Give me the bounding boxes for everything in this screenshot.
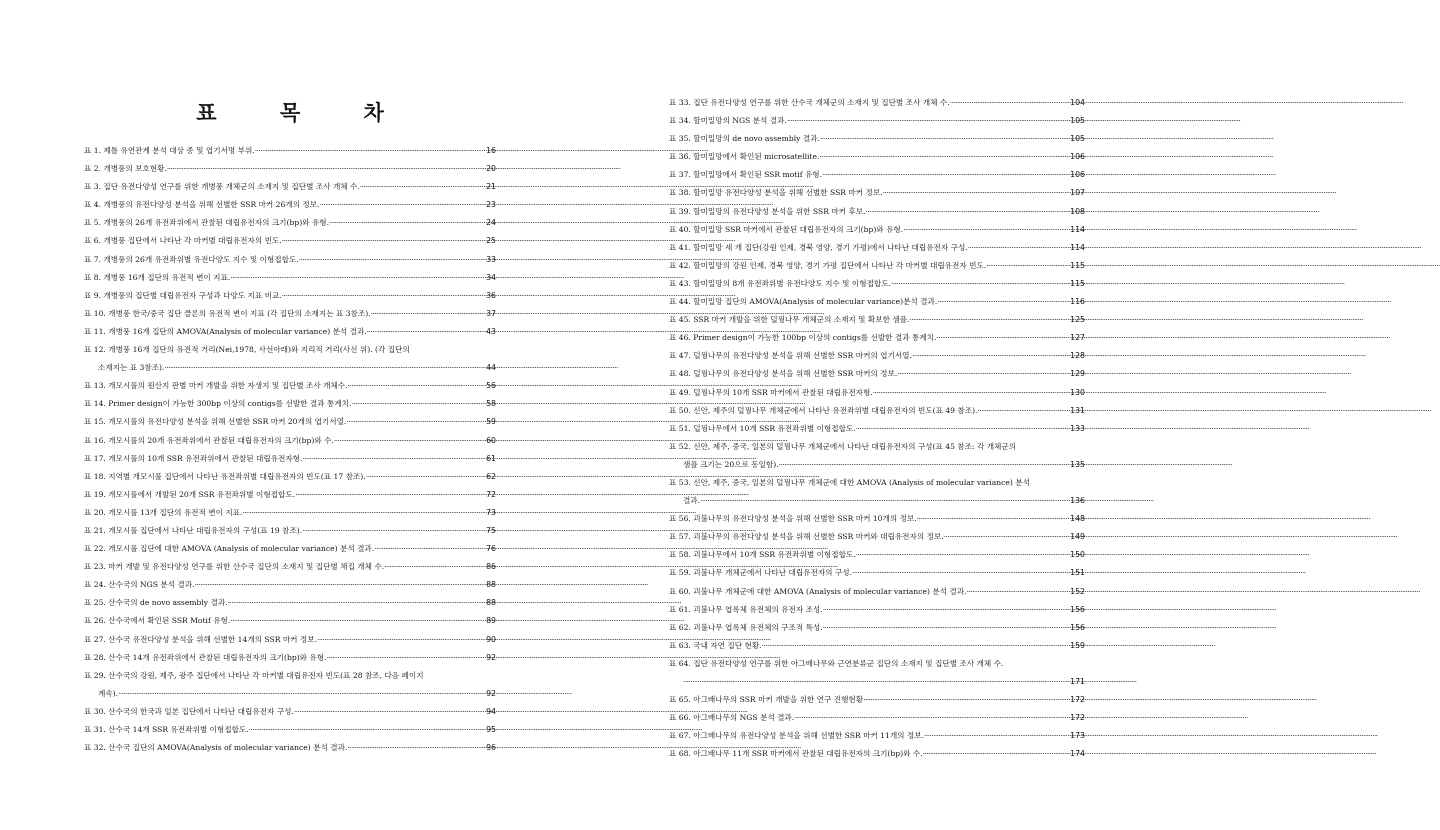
dot-leader	[367, 323, 483, 341]
toc-entry-label: 표 46. Primer design이 가능한 100bp 이상의 contigs를 선발한 결과 통계치.	[669, 333, 937, 343]
dot-leader	[347, 739, 483, 757]
dot-leader	[986, 257, 1067, 275]
toc-entry-label: 표 18. 지역별 개모시풀 집단에서 나타난 유전좌위별 대립유전자의 빈도(표 17 참조).	[84, 471, 366, 481]
toc-entry	[669, 293, 1085, 311]
toc-entry	[669, 583, 1085, 601]
dot-leader	[118, 685, 483, 703]
toc-entry-label: 표 3. 집단 유전다양성 연구를 위한 개병풍 개체군의 소재지 및 집단별 조사 개체 수.	[84, 182, 360, 192]
toc-entry-label: 표 39. 할미밀망의 유전다양성 분석을 위한 SSR 마커 후보.	[669, 206, 866, 216]
toc-entry	[669, 112, 1085, 130]
toc-entry	[84, 413, 496, 431]
toc-entry	[84, 540, 496, 558]
toc-entry-label: 표 32. 산수국 집단의 AMOVA(Analysis of molecular variance) 분석 결과.	[84, 743, 348, 753]
toc-page-number: 73	[486, 507, 496, 517]
toc-page-number: 43	[486, 326, 496, 336]
toc-entry-label: 표 59. 괴불나무 개체군에서 나타난 대립유전자의 구성.	[669, 568, 853, 578]
toc-entry-label: 표 53. 신안, 제주, 중국, 일본의 덜꿩나무 개체군에 대한 AMOVA (Analysis of molecular variance) 분석	[669, 477, 1030, 487]
toc-entry-label: 표 60. 괴불나무 개체군에 대한 AMOVA (Analysis of molecular variance) 분석 결과.	[669, 586, 967, 596]
dot-leader	[282, 232, 483, 250]
toc-page-number: 16	[486, 146, 496, 155]
toc-page-number: 171	[1070, 677, 1085, 686]
toc-entry-label: 표 21. 개모시풀 집단에서 나타난 대립유전자의 구성(표 19 참조).	[84, 525, 303, 535]
dot-leader	[242, 504, 483, 522]
toc-page-number: 125	[1070, 315, 1085, 325]
toc-page-number: 116	[1070, 297, 1085, 307]
toc-entry	[84, 522, 496, 540]
toc-entry-label: 표 15. 개모시풀의 유전다양성 분석을 위해 선별한 SSR 마커 20개의 엽기서열.	[84, 417, 347, 427]
dot-leader	[230, 612, 483, 630]
toc-entry	[669, 347, 1085, 365]
dot-leader	[282, 287, 483, 305]
toc-entry	[84, 703, 496, 721]
toc-entry	[669, 203, 1085, 221]
toc-entry-label: 표 57. 괴불나무의 유전다양성 분석을 위해 선별한 SSR 마커와 대립유전자의 정보.	[669, 532, 944, 542]
dot-leader	[374, 540, 483, 558]
toc-entry-label: 표 63. 국내 자연 집단 현황.	[669, 640, 762, 650]
toc-entry	[669, 438, 1085, 474]
toc-page-number: 86	[486, 562, 496, 572]
toc-entry	[84, 594, 496, 612]
toc-entry-label: 표 52. 신안, 제주, 중국, 일본의 덜꿩나무 개체군에서 나타난 대립유전자의 구성(표 45 참조: 각 개체군의	[669, 441, 1017, 451]
toc-entry	[669, 709, 1085, 727]
dot-leader	[195, 576, 484, 594]
toc-page-number: 174	[1070, 749, 1085, 759]
dot-leader	[351, 395, 483, 413]
dot-leader	[348, 377, 484, 395]
toc-entry-label-continued: 계속).	[98, 688, 119, 698]
toc-entry-label: 표 41. 할미밀망 세 개 집단(강원 인제, 경북 영양, 경기 가평)에서 나타난 대립유전자 구성.	[669, 242, 968, 252]
toc-entry	[84, 196, 496, 214]
toc-entry-label: 표 37. 할미밀망에서 확인된 SSR motif 유형.	[669, 170, 823, 180]
toc-entry-label: 표 42. 할미밀망의 강원 인제, 경북 영양, 경기 가평 집단에서 나타난 각 마커별 대립유전자 빈도.	[669, 260, 987, 270]
dot-leader	[384, 558, 483, 576]
toc-entry-label: 표 22. 개모시풀 집단에 대한 AMOVA (Analysis of molecular variance) 분석 결과.	[84, 544, 375, 554]
toc-entry	[84, 377, 496, 395]
toc-entry	[84, 323, 496, 341]
toc-entry	[84, 178, 496, 196]
dot-leader	[329, 214, 483, 232]
toc-page-number: 37	[486, 308, 496, 318]
toc-entry	[669, 510, 1085, 528]
toc-entry-label: 표 65. 아그배나무의 SSR 마커 개발을 위한 연구 진행현황	[669, 695, 864, 705]
toc-entry	[669, 420, 1085, 438]
toc-entry	[669, 221, 1085, 239]
toc-page-number: 24	[486, 218, 496, 228]
toc-entry-label: 표 61. 괴불나무 엽록체 유전체의 유전자 조성.	[669, 604, 823, 614]
toc-entry	[669, 564, 1085, 582]
toc-page-number: 23	[486, 200, 496, 210]
dot-leader	[944, 528, 1067, 546]
toc-page-number: 25	[486, 236, 496, 246]
toc-entry	[669, 239, 1085, 257]
toc-page-number: 173	[1070, 731, 1085, 741]
dot-leader	[856, 420, 1067, 438]
dot-leader	[822, 166, 1067, 184]
dot-leader	[912, 347, 1067, 365]
dot-leader	[883, 184, 1068, 202]
toc-entry-label: 표 23. 마커 개발 및 유전다양성 연구를 위한 산수국 집단의 소재지 및 집단별 채집 개체 수.	[84, 562, 385, 572]
toc-entry	[669, 257, 1085, 275]
toc-page-number: 88	[486, 580, 496, 590]
toc-entry-label: 표 29. 산수국의 강원, 제주, 광주 집단에서 나타난 각 마커별 대립유전자 빈도(표 28 참조, 다음 페이지	[84, 670, 424, 680]
toc-page-number: 61	[486, 453, 496, 463]
toc-entry	[84, 214, 496, 232]
toc-entry	[84, 269, 496, 287]
toc-page-number: 20	[486, 164, 496, 174]
toc-entry-label: 표 27. 산수국 유전다양성 분석을 위해 선별한 14개의 SSR 마커 정보.	[84, 634, 317, 644]
toc-entry-label: 표 56. 괴불나무의 유전다양성 분석을 위해 선별한 SSR 마커 10개의 정보.	[669, 514, 917, 524]
toc-entry	[669, 184, 1085, 202]
toc-entry	[84, 558, 496, 576]
dot-leader	[873, 384, 1067, 402]
toc-entry-label: 표 34. 할미밀망의 NGS 분석 결과.	[669, 116, 787, 126]
toc-page-number: 89	[486, 616, 496, 626]
toc-page-number: 105	[1070, 134, 1085, 144]
toc-entry-label: 표 16. 개모시풀의 20개 유전좌위에서 관찰된 대립유전자의 크기(bp)와 수.	[84, 435, 334, 445]
dot-leader	[903, 221, 1067, 239]
toc-entry-label: 표 31. 산수국 14개 SSR 유전좌위별 이형접합도.	[84, 725, 249, 734]
toc-page-number: 115	[1070, 278, 1085, 288]
dot-leader	[249, 721, 483, 739]
toc-entry	[669, 311, 1085, 329]
dot-leader	[823, 601, 1067, 619]
toc-page-number: 88	[486, 598, 496, 608]
toc-page-number: 148	[1070, 514, 1085, 524]
dot-leader	[371, 305, 483, 323]
toc-entry-label: 표 64. 집단 유전다양성 연구를 위한 아그배나무와 근연분류군 집단의 소재지 및 집단별 조사 개체 수.	[669, 658, 1004, 668]
toc-entry-label: 표 4. 개병풍의 유전다양성 분석을 위해 선별한 SSR 마커 26개의 정보.	[84, 200, 320, 210]
toc-page-number: 75	[486, 525, 496, 535]
toc-entry-label: 표 43. 할미밀망의 8개 유전좌위별 유전다양도 지수 및 이형접합도.	[669, 278, 892, 288]
table-of-contents-left	[84, 142, 496, 757]
dot-leader	[167, 160, 483, 178]
toc-entry	[84, 631, 496, 649]
toc-entry	[84, 667, 496, 703]
toc-entry-label: 표 1. 제틀 유연관계 분석 대상 종 및 엽기서명 부위.	[84, 146, 255, 155]
toc-page-number: 94	[486, 706, 496, 716]
toc-entry	[84, 468, 496, 486]
dot-leader	[891, 275, 1067, 293]
dot-leader	[779, 456, 1067, 474]
toc-page-number: 33	[486, 254, 496, 264]
dot-leader	[360, 178, 483, 196]
toc-page-number: 76	[486, 544, 496, 554]
toc-entry	[669, 745, 1085, 763]
toc-page-number: 92	[486, 688, 496, 698]
toc-entry	[669, 691, 1085, 709]
toc-entry-label: 표 12. 개병풍 16개 집단의 유전적 거리(Nei,1978, 사선아래)와 지리적 거리(사선 위). (각 집단의	[84, 345, 410, 355]
toc-page-number: 44	[486, 363, 496, 373]
toc-entry	[84, 576, 496, 594]
toc-entry-label: 표 58. 괴불나무에서 10개 SSR 유전좌위별 이형접합도.	[669, 550, 856, 560]
toc-entry	[669, 384, 1085, 402]
toc-entry-label: 표 35. 할미밀망의 de novo assembly 결과.	[669, 134, 820, 144]
dot-leader	[320, 196, 484, 214]
dot-leader	[977, 402, 1067, 420]
toc-page-number: 60	[486, 435, 496, 445]
dot-leader	[937, 293, 1067, 311]
toc-entry-label: 표 30. 산수국의 한국과 일본 집단에서 나타난 대립유전자 구성.	[84, 706, 294, 716]
toc-page-number: 156	[1070, 604, 1085, 614]
dot-leader	[317, 631, 483, 649]
dot-leader	[924, 727, 1067, 745]
toc-entry	[84, 721, 496, 739]
dot-leader	[302, 450, 483, 468]
toc-entry-label: 표 10. 개병풍 한국/중국 집단 클론의 유전적 변이 지표 (각 집단의 소재지는 표 3참조).	[84, 308, 371, 318]
dot-leader	[863, 691, 1067, 709]
toc-entry-label: 표 66. 아그배나무의 NGS 분석 결과.	[669, 713, 795, 723]
dot-leader	[950, 94, 1068, 112]
toc-page-number: 72	[486, 489, 496, 499]
toc-page-number: 90	[486, 634, 496, 644]
toc-entry-label: 표 25. 산수국의 de novo assembly 결과.	[84, 598, 228, 608]
toc-entry	[669, 546, 1085, 564]
table-of-contents-right	[669, 94, 1085, 763]
toc-page-number: 135	[1070, 459, 1085, 469]
toc-entry	[84, 251, 496, 269]
dot-leader	[366, 468, 483, 486]
toc-entry-label: 표 33. 집단 유전다양성 연구를 위한 산수국 개체군의 소재지 및 집단별 조사 개체 수.	[669, 98, 950, 107]
toc-entry	[84, 395, 496, 413]
dot-leader	[302, 522, 483, 540]
dot-leader	[787, 112, 1067, 130]
dot-leader	[968, 239, 1067, 257]
toc-entry-label: 표 20. 개모시풀 13개 집단의 유전적 변이 지표.	[84, 507, 243, 517]
dot-leader	[164, 359, 483, 377]
toc-entry-label: 표 2. 개병풍의 보호현황.	[84, 164, 167, 174]
toc-page-number: 114	[1070, 242, 1085, 252]
dot-leader	[897, 365, 1067, 383]
toc-entry-label: 표 8. 개병풍 16개 집단의 유전적 변이 지표.	[84, 272, 231, 282]
toc-page-number: 58	[486, 399, 496, 409]
toc-entry	[669, 637, 1085, 655]
dot-leader	[299, 251, 483, 269]
dot-leader	[852, 564, 1067, 582]
toc-entry-label: 표 49. 덜꿩나무의 10개 SSR 마커에서 관찰된 대립유전자형.	[669, 387, 873, 397]
toc-entry-label: 표 40. 할미밀망 SSR 마커에서 관찰된 대립유전자의 크기(bp)와 유형.	[669, 224, 904, 234]
dot-leader	[917, 510, 1067, 528]
toc-page-number: 133	[1070, 423, 1085, 433]
toc-entry	[84, 739, 496, 757]
toc-entry-label: 표 51. 덜꿩나무에서 10개 SSR 유전좌위별 이형접합도.	[669, 423, 856, 433]
page-title: 표 목 차	[196, 100, 412, 125]
toc-page-number: 92	[486, 652, 496, 662]
toc-entry	[84, 142, 496, 160]
toc-page-number: 150	[1070, 550, 1085, 560]
toc-entry-label: 표 38. 할미밀망 유전다양성 분석을 위해 선별한 SSR 마커 정보.	[669, 188, 883, 198]
toc-entry	[84, 305, 496, 323]
dot-leader	[700, 492, 1067, 510]
dot-leader	[967, 583, 1068, 601]
toc-entry-label: 표 50. 신안, 제주의 덜꿩나무 개체군에서 나타난 유전좌위별 대립유전자의 빈도(표 49 참조).	[669, 405, 978, 415]
dot-leader	[230, 269, 483, 287]
dot-leader	[866, 203, 1068, 221]
toc-entry	[669, 474, 1085, 510]
dot-leader	[856, 546, 1067, 564]
dot-leader	[762, 637, 1068, 655]
toc-entry	[84, 341, 496, 377]
toc-page-number: 128	[1070, 351, 1085, 361]
toc-page-number: 21	[486, 182, 496, 192]
dot-leader	[819, 148, 1067, 166]
toc-entry	[669, 601, 1085, 619]
toc-page-number: 96	[486, 743, 496, 753]
toc-page-number: 136	[1070, 496, 1085, 506]
toc-entry	[84, 450, 496, 468]
toc-entry-label: 표 47. 덜꿩나무의 유전다양성 분석을 위해 선별한 SSR 마커의 엽기서열.	[669, 351, 912, 361]
dot-leader	[334, 432, 483, 450]
toc-page-number: 127	[1070, 333, 1085, 343]
toc-entry-label: 표 48. 덜꿩나무의 유전다양성 분석을 위해 선별한 SSR 마커의 정보.	[669, 369, 898, 379]
toc-entry-label: 표 36. 할미밀망에서 확인된 microsatellite.	[669, 152, 820, 162]
toc-entry-label: 표 11. 개병풍 16개 집단의 AMOVA(Analysis of molecular variance) 분석 결과.	[84, 326, 367, 336]
toc-page-number: 129	[1070, 369, 1085, 379]
dot-leader	[683, 673, 1067, 691]
toc-page-number: 106	[1070, 152, 1085, 162]
toc-page-number: 106	[1070, 170, 1085, 180]
dot-leader	[228, 594, 483, 612]
toc-entry	[669, 329, 1085, 347]
toc-entry-label: 표 17. 개모시풀의 10개 SSR 유전좌위에서 관찰된 대립유전자형.	[84, 453, 303, 463]
toc-page-number: 56	[486, 381, 496, 391]
toc-page-number: 130	[1070, 387, 1085, 397]
toc-entry	[84, 486, 496, 504]
dot-leader	[346, 413, 483, 431]
toc-entry	[669, 402, 1085, 420]
toc-entry-label: 표 7. 개병풍의 26개 유전좌위별 유전다양도 지수 및 이형접합도.	[84, 254, 299, 264]
toc-page-number: 156	[1070, 622, 1085, 632]
dot-leader	[820, 130, 1067, 148]
dot-leader	[294, 703, 483, 721]
toc-entry	[84, 432, 496, 450]
toc-page-number: 131	[1070, 405, 1085, 415]
toc-page-number: 104	[1070, 98, 1085, 107]
toc-entry-label: 표 45. SSR 마커 개발을 위한 덜꿩나무 개체군의 소재지 및 확보한 샘플.	[669, 315, 910, 325]
toc-entry-label: 표 67. 아그배나무의 유전다양성 분석을 위해 선별한 SSR 마커 11개의 정보.	[669, 731, 925, 741]
toc-page-number: 114	[1070, 224, 1085, 234]
toc-entry-label: 표 28. 산수국 14개 유전좌위에서 관찰된 대립유전자의 크기(bp)와 유형.	[84, 652, 327, 662]
toc-page-number: 95	[486, 725, 496, 734]
toc-entry-label: 표 5. 개병풍의 26개 유전좌위에서 관찰된 대립유전자의 크기(bp)와 유형.	[84, 218, 330, 228]
toc-entry	[669, 130, 1085, 148]
dot-leader	[923, 745, 1068, 763]
toc-entry	[669, 655, 1085, 691]
toc-page-number: 151	[1070, 568, 1085, 578]
toc-entry-label: 표 62. 괴불나무 엽록체 유전체의 구조적 특성.	[669, 622, 823, 632]
toc-page-number: 105	[1070, 116, 1085, 126]
toc-entry-label: 표 19. 개모시풀에서 개발된 20개 SSR 유전좌위별 이형접합도.	[84, 489, 296, 499]
toc-entry	[669, 275, 1085, 293]
toc-page-number: 107	[1070, 188, 1085, 198]
dot-leader	[794, 709, 1067, 727]
toc-entry	[669, 528, 1085, 546]
dot-leader	[295, 486, 483, 504]
toc-page-number: 36	[486, 290, 496, 300]
dot-leader	[936, 329, 1067, 347]
toc-page-number: 149	[1070, 532, 1085, 542]
toc-page-number: 59	[486, 417, 496, 427]
toc-entry-label: 표 44. 할미밀망 집단의 AMOVA(Analysis of molecular variance)분석 결과.	[669, 297, 938, 307]
toc-page-number: 172	[1070, 695, 1085, 705]
toc-entry-label-continued: 결과.	[683, 496, 701, 506]
toc-entry-label: 표 14. Primer design이 가능한 300bp 이상의 contigs를 선발한 결과 통계치.	[84, 399, 352, 409]
right-page	[669, 0, 1085, 830]
toc-entry-label: 표 24. 산수국의 NGS 분석 결과.	[84, 580, 195, 590]
toc-entry-label-continued: 소재지는 표 3참조).	[98, 363, 165, 373]
toc-entry	[84, 160, 496, 178]
dot-leader	[909, 311, 1067, 329]
toc-entry	[669, 166, 1085, 184]
toc-entry-label: 표 9. 개병풍의 집단별 대립유전자 구성과 다양도 지표 비교.	[84, 290, 282, 300]
toc-page-number: 172	[1070, 713, 1085, 723]
toc-entry	[84, 649, 496, 667]
dot-leader	[823, 619, 1067, 637]
toc-entry	[669, 619, 1085, 637]
toc-entry-label: 표 68. 아그배나무 11개 SSR 마커에서 관찰된 대립유전자의 크기(bp)와 수.	[669, 749, 923, 759]
toc-entry	[669, 148, 1085, 166]
toc-entry	[84, 612, 496, 630]
toc-entry	[84, 287, 496, 305]
toc-entry	[669, 365, 1085, 383]
toc-entry-label: 표 6. 개병풍 집단에서 나타난 각 마커별 대립유전자의 빈도.	[84, 236, 282, 246]
toc-page-number: 108	[1070, 206, 1085, 216]
toc-entry	[669, 727, 1085, 745]
toc-page-number: 62	[486, 471, 496, 481]
toc-entry	[84, 232, 496, 250]
toc-entry-label-continued: 샘플 크기는 20으로 동일함).	[683, 459, 779, 469]
toc-entry-label: 표 13. 개모시풀의 원산지 판별 마커 개발을 위한 자생지 및 집단별 조사 개체수.	[84, 381, 348, 391]
toc-entry	[84, 504, 496, 522]
toc-entry-label: 표 26. 산수국에서 확인된 SSR Motif 유형.	[84, 616, 231, 626]
dot-leader	[255, 142, 483, 160]
left-page	[84, 0, 496, 830]
toc-page-number: 152	[1070, 586, 1085, 596]
toc-entry	[669, 94, 1085, 112]
toc-page-number: 159	[1070, 640, 1085, 650]
dot-leader	[327, 649, 484, 667]
toc-page-number: 115	[1070, 260, 1085, 270]
toc-page-number: 34	[486, 272, 496, 282]
